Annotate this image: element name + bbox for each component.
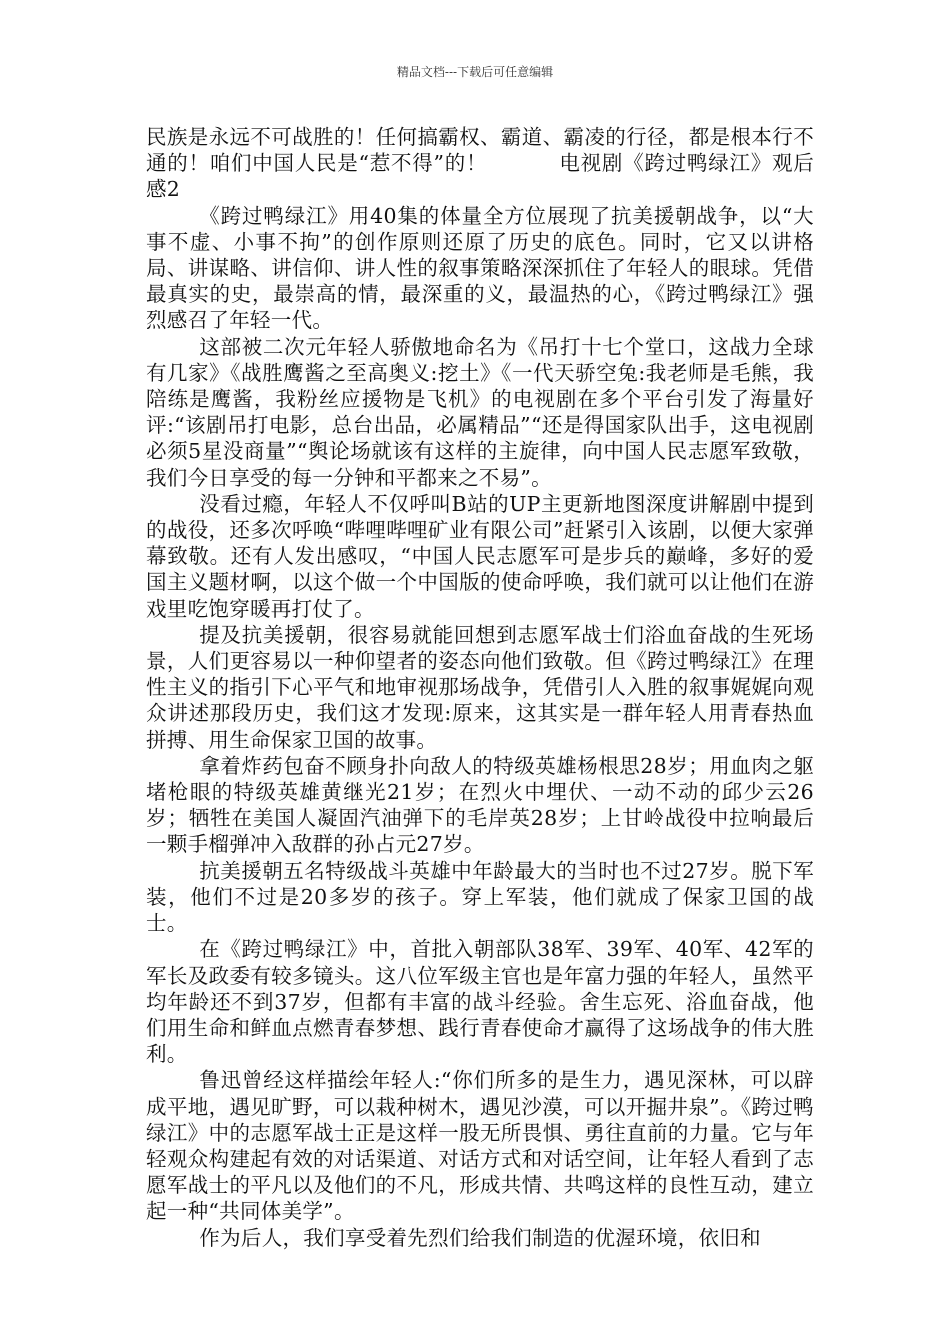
- page-header: 精品文档---下载后可任意编辑: [396, 65, 554, 79]
- intro-paragraph: [146, 124, 814, 203]
- paragraph: 鲁迅曾经这样描绘年轻人:“你们所多的是生力，遇见深林，可以辟成平地，遇见旷野，可以栽种树木，遇见沙漠，可以开掘井泉”。《跨过鸭绿江》中的志愿军战士正是这样一股无所畏惧、勇往直前的力量。它与年轻观众构建起有效的对话渠道、对话方式和对话空间，让年轻人看到了志愿军战士的平凡以及他们的不凡，形成共情、共鸣这样的良性互动，建立起一种“共同体美学”。: [146, 1068, 814, 1224]
- paragraph: 没看过瘾，年轻人不仅呼叫B站的UP主更新地图深度讲解剧中提到的战役，还多次呼唤“哔哩哔哩矿业有限公司”赶紧引入该剧，以便大家弹幕致敬。还有人发出感叹，“中国人民志愿军可是步兵的巅峰，多好的爱国主义题材啊，以这个做一个中国版的使命呼唤，我们就可以让他们在游戏里吃饱穿暖再打仗了。: [146, 491, 814, 621]
- paragraph: 拿着炸药包奋不顾身扑向敌人的特级英雄杨根思28岁；用血肉之躯堵枪眼的特级英雄黄继光21岁；在烈火中埋伏、一动不动的邱少云26岁；牺牲在美国人凝固汽油弹下的毛岸英28岁；上甘岭战役中拉响最后一颗手榴弹冲入敌群的孙占元27岁。: [146, 753, 814, 857]
- document-body: [146, 124, 814, 1251]
- paragraph: 《跨过鸭绿江》用40集的体量全方位展现了抗美援朝战争，以“大事不虚、小事不拘”的创作原则还原了历史的底色。同时，它又以讲格局、讲谋略、讲信仰、讲人性的叙事策略深深抓住了年轻人的眼球。凭借最真实的史，最崇高的情，最深重的义，最温热的心，《跨过鸭绿江》强烈感召了年轻一代。: [146, 203, 814, 333]
- paragraph: 这部被二次元年轻人骄傲地命名为《吊打十七个堂口，这战力全球有几家》《战胜鹰酱之至高奥义:挖土》《一代天骄空兔:我老师是毛熊，我陪练是鹰酱，我粉丝应援物是飞机》的电视剧在多个平台引发了海量好评:“该剧吊打电影，总台出品，必属精品”“还是得国家队出手，这电视剧必须5星没商量”“舆论场就该有这样的主旋律，向中国人民志愿军致敬，我们今日享受的每一分钟和平都来之不易”。: [146, 334, 814, 490]
- paragraph: 提及抗美援朝，很容易就能回想到志愿军战士们浴血奋战的生死场景，人们更容易以一种仰望者的姿态向他们致敬。但《跨过鸭绿江》在理性主义的指引下心平气和地审视那场战争，凭借引人入胜的叙事娓娓向观众讲述那段历史，我们这才发现:原来，这其实是一群年轻人用青春热血拼搏、用生命保家卫国的故事。: [146, 622, 814, 752]
- paragraph: 作为后人，我们享受着先烈们给我们制造的优渥环境，依旧和: [199, 1225, 761, 1250]
- paragraph: 抗美援朝五名特级战斗英雄中年龄最大的当时也不过27岁。脱下军装，他们不过是20多岁的孩子。穿上军装，他们就成了保家卫国的战士。: [146, 858, 814, 936]
- section-title: 电视剧《跨过鸭绿江》观后感2: [146, 151, 814, 202]
- intro-text: 民族是永远不可战胜的！任何搞霸权、霸道、霸凌的行径，都是根本行不通的！咱们中国人民是“惹不得”的！: [146, 125, 814, 176]
- paragraph: 在《跨过鸭绿江》中，首批入朝部队38军、39军、40军、42军的军长及政委有较多镜头。这八位军级主官也是年富力强的年轻人，虽然平均年龄还不到37岁，但都有丰富的战斗经验。舍生忘死、浴血奋战，他们用生命和鲜血点燃青春梦想、践行青春使命才赢得了这场战争的伟大胜利。: [146, 937, 814, 1067]
